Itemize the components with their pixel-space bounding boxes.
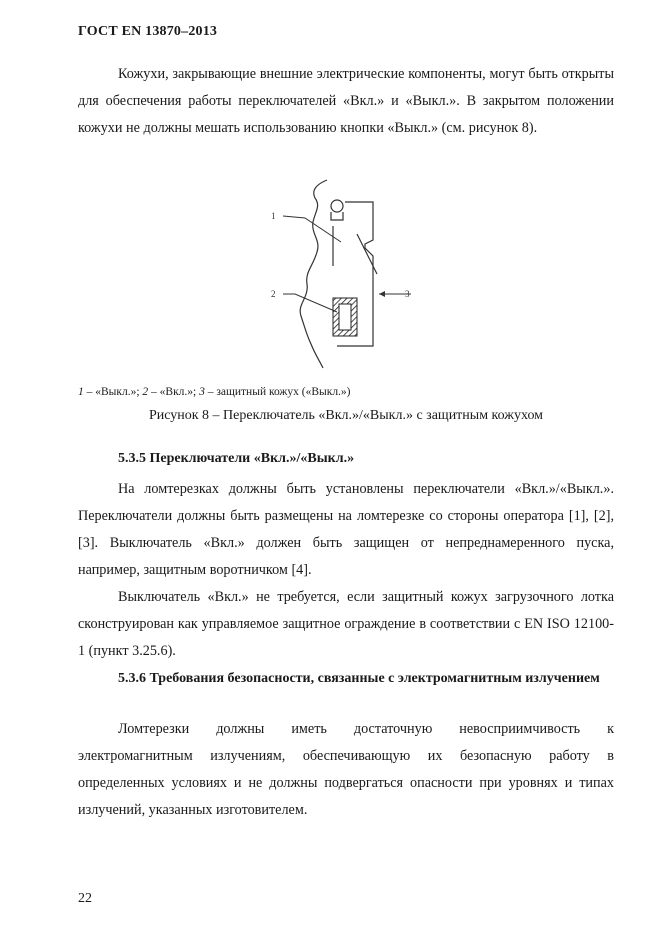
figure-legend — [78, 386, 351, 398]
legend-num-1: 1 — [78, 386, 84, 398]
section-heading-535: 5.3.5 Переключатели «Вкл.»/«Выкл.» — [118, 451, 355, 466]
page-number: 22 — [78, 891, 92, 906]
legend-num-3: 3 — [199, 386, 205, 398]
paragraph-on-switch: Выключатель «Вкл.» не требуется, если защитный кожух загрузочного лотка сконструирован как управляемое защитное ограждение в соответствии с EN ISO 12100-1 (пункт 3.25.6). — [78, 589, 614, 659]
paragraph-switches: На ломтерезках должны быть установлены переключатели «Вкл.»/«Выкл.». Переключатели должны быть размещены на ломтерезке со стороны оператора [1], [2], [3]. Выключатель «Вкл.» должен быть защищен от непреднамеренного пуска, например, защитным воротничком [4]. — [78, 481, 614, 578]
figure-switch-diagram — [265, 176, 415, 372]
legend-text-2: – «Вкл.»; — [148, 386, 200, 398]
section-heading-536: 5.3.6 Требования безопасности, связанные с электромагнитным излучением — [118, 671, 600, 686]
legend-text-3: – защитный кожух («Выкл.») — [204, 386, 351, 398]
housing-left-edge — [300, 180, 327, 368]
paragraph-covers: Кожухи, закрывающие внешние электрические компоненты, могут быть открыты для обеспечения работы переключателей «Вкл.» и «Выкл.». В закрытом положении кожухи не должны мешать использованию кнопки «Выкл.» (см. рисунок 8). — [78, 66, 614, 136]
guard-line — [357, 234, 377, 274]
on-switch-button — [339, 304, 351, 330]
callout-2: 2 — [271, 289, 276, 299]
legend-text-1: – «Выкл.»; — [83, 386, 143, 398]
callout-1: 1 — [271, 211, 276, 221]
figure-caption: Рисунок 8 – Переключатель «Вкл.»/«Выкл.» с защитным кожухом — [148, 408, 544, 423]
document-header: ГОСТ EN 13870–2013 — [78, 24, 218, 39]
off-button-body — [331, 212, 343, 220]
paragraph-emc: Ломтерезки должны иметь достаточную невосприимчивость к электромагнитным излучениям, обеспечивающую их безопасную работу в определенных условиях и не должны подвергаться опасности при уровнях и типах излучений, указанных изготовителем. — [78, 721, 614, 818]
switch-diagram-drawing — [265, 176, 415, 372]
off-button-knob — [331, 200, 343, 212]
legend-num-2: 2 — [142, 386, 149, 398]
callout-3: 3 — [405, 289, 410, 299]
